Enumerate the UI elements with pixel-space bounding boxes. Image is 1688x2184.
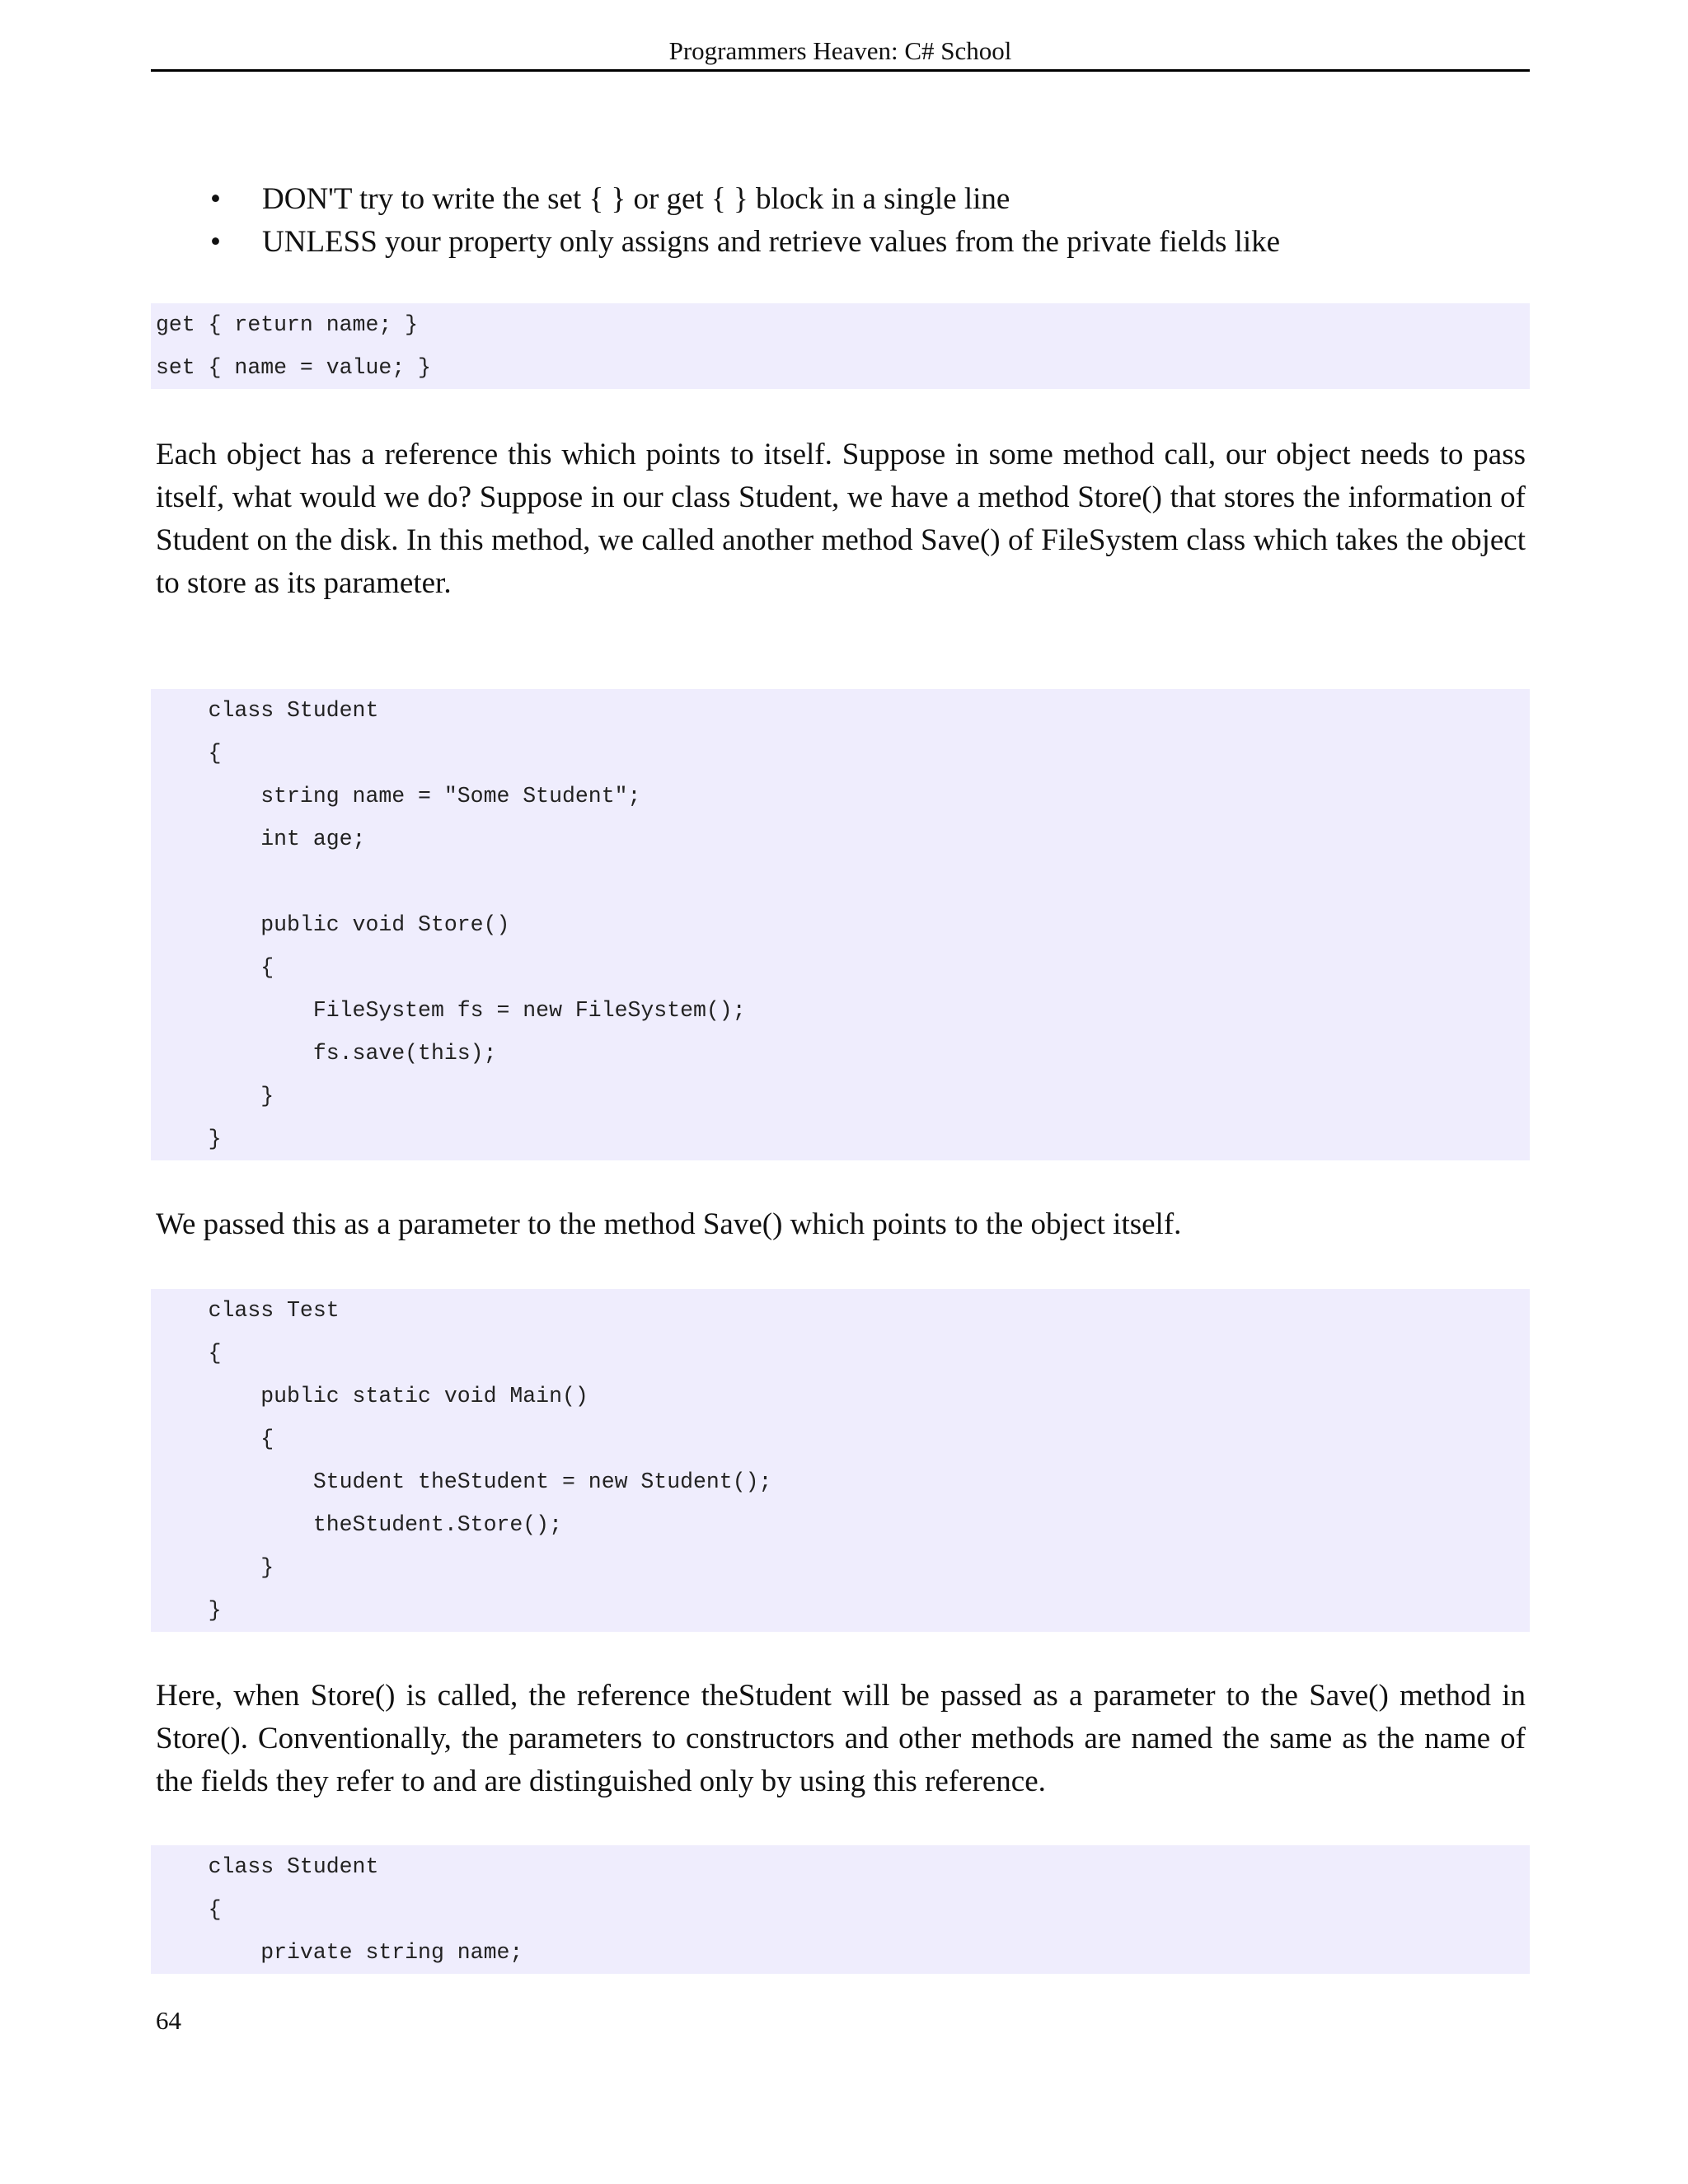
code-line: class Test — [156, 1298, 340, 1323]
code-line: } — [156, 1598, 222, 1623]
code-line: Student theStudent = new Student(); — [156, 1469, 772, 1494]
code-line: } — [156, 1084, 274, 1108]
code-line: FileSystem fs = new FileSystem(); — [156, 998, 746, 1023]
paragraph-this-reference: Each object has a reference this which points to itself. Suppose in some method call, our object needs to pass itself, what would we do? Suppose in our class Student, we have a method Store() that stores the information of Student on the disk. In this method, we called another method Save() of FileSystem class which takes the object to store as its parameter. — [156, 438, 1526, 600]
code-line: { — [156, 1341, 222, 1366]
code-line: } — [156, 1127, 222, 1151]
code-line: public void Store() — [156, 912, 510, 937]
page-number: 64 — [156, 2006, 181, 2035]
code-line: private string name; — [156, 1940, 523, 1965]
code-block-student-private — [151, 1845, 1530, 1974]
code-line: { — [156, 1897, 222, 1922]
code-line: { — [156, 955, 274, 980]
header-rule — [151, 69, 1530, 72]
code-block-property-accessors — [151, 303, 1530, 389]
code-line: public static void Main() — [156, 1384, 588, 1408]
code-line: class Student — [156, 698, 379, 723]
running-header: Programmers Heaven: C# School — [668, 36, 1012, 65]
bullet-list — [0, 178, 1280, 264]
code-block-student-class — [151, 689, 1530, 1160]
code-line: string name = "Some Student"; — [156, 784, 641, 808]
code-line: { — [156, 741, 222, 766]
code-line: theStudent.Store(); — [156, 1512, 562, 1537]
code-line: set { name = value; } — [156, 355, 431, 380]
paragraph-conventions: Here, when Store() is called, the reference theStudent will be passed as a parameter to the Save() method in Store(). Conventionally, the parameters to constructors and other methods are named the same as the name of the fields they refer to and are distinguished only by using this reference. — [156, 1679, 1526, 1798]
bullet-item: • DON'T try to write the set { } or get { } block in a single line — [0, 178, 1280, 221]
code-line — [156, 860, 1530, 903]
code-line: } — [156, 1555, 274, 1580]
code-line: fs.save(this); — [156, 1041, 497, 1066]
bullet-item: • UNLESS your property only assigns and retrieve values from the private fields like — [0, 221, 1280, 264]
code-line: { — [156, 1427, 274, 1451]
code-line: int age; — [156, 827, 366, 851]
code-line: class Student — [156, 1854, 379, 1879]
paragraph-passed-this: We passed this as a parameter to the method Save() which points to the object itself. — [156, 1207, 1182, 1241]
code-block-test-class — [151, 1289, 1530, 1632]
code-line: get { return name; } — [156, 312, 419, 337]
